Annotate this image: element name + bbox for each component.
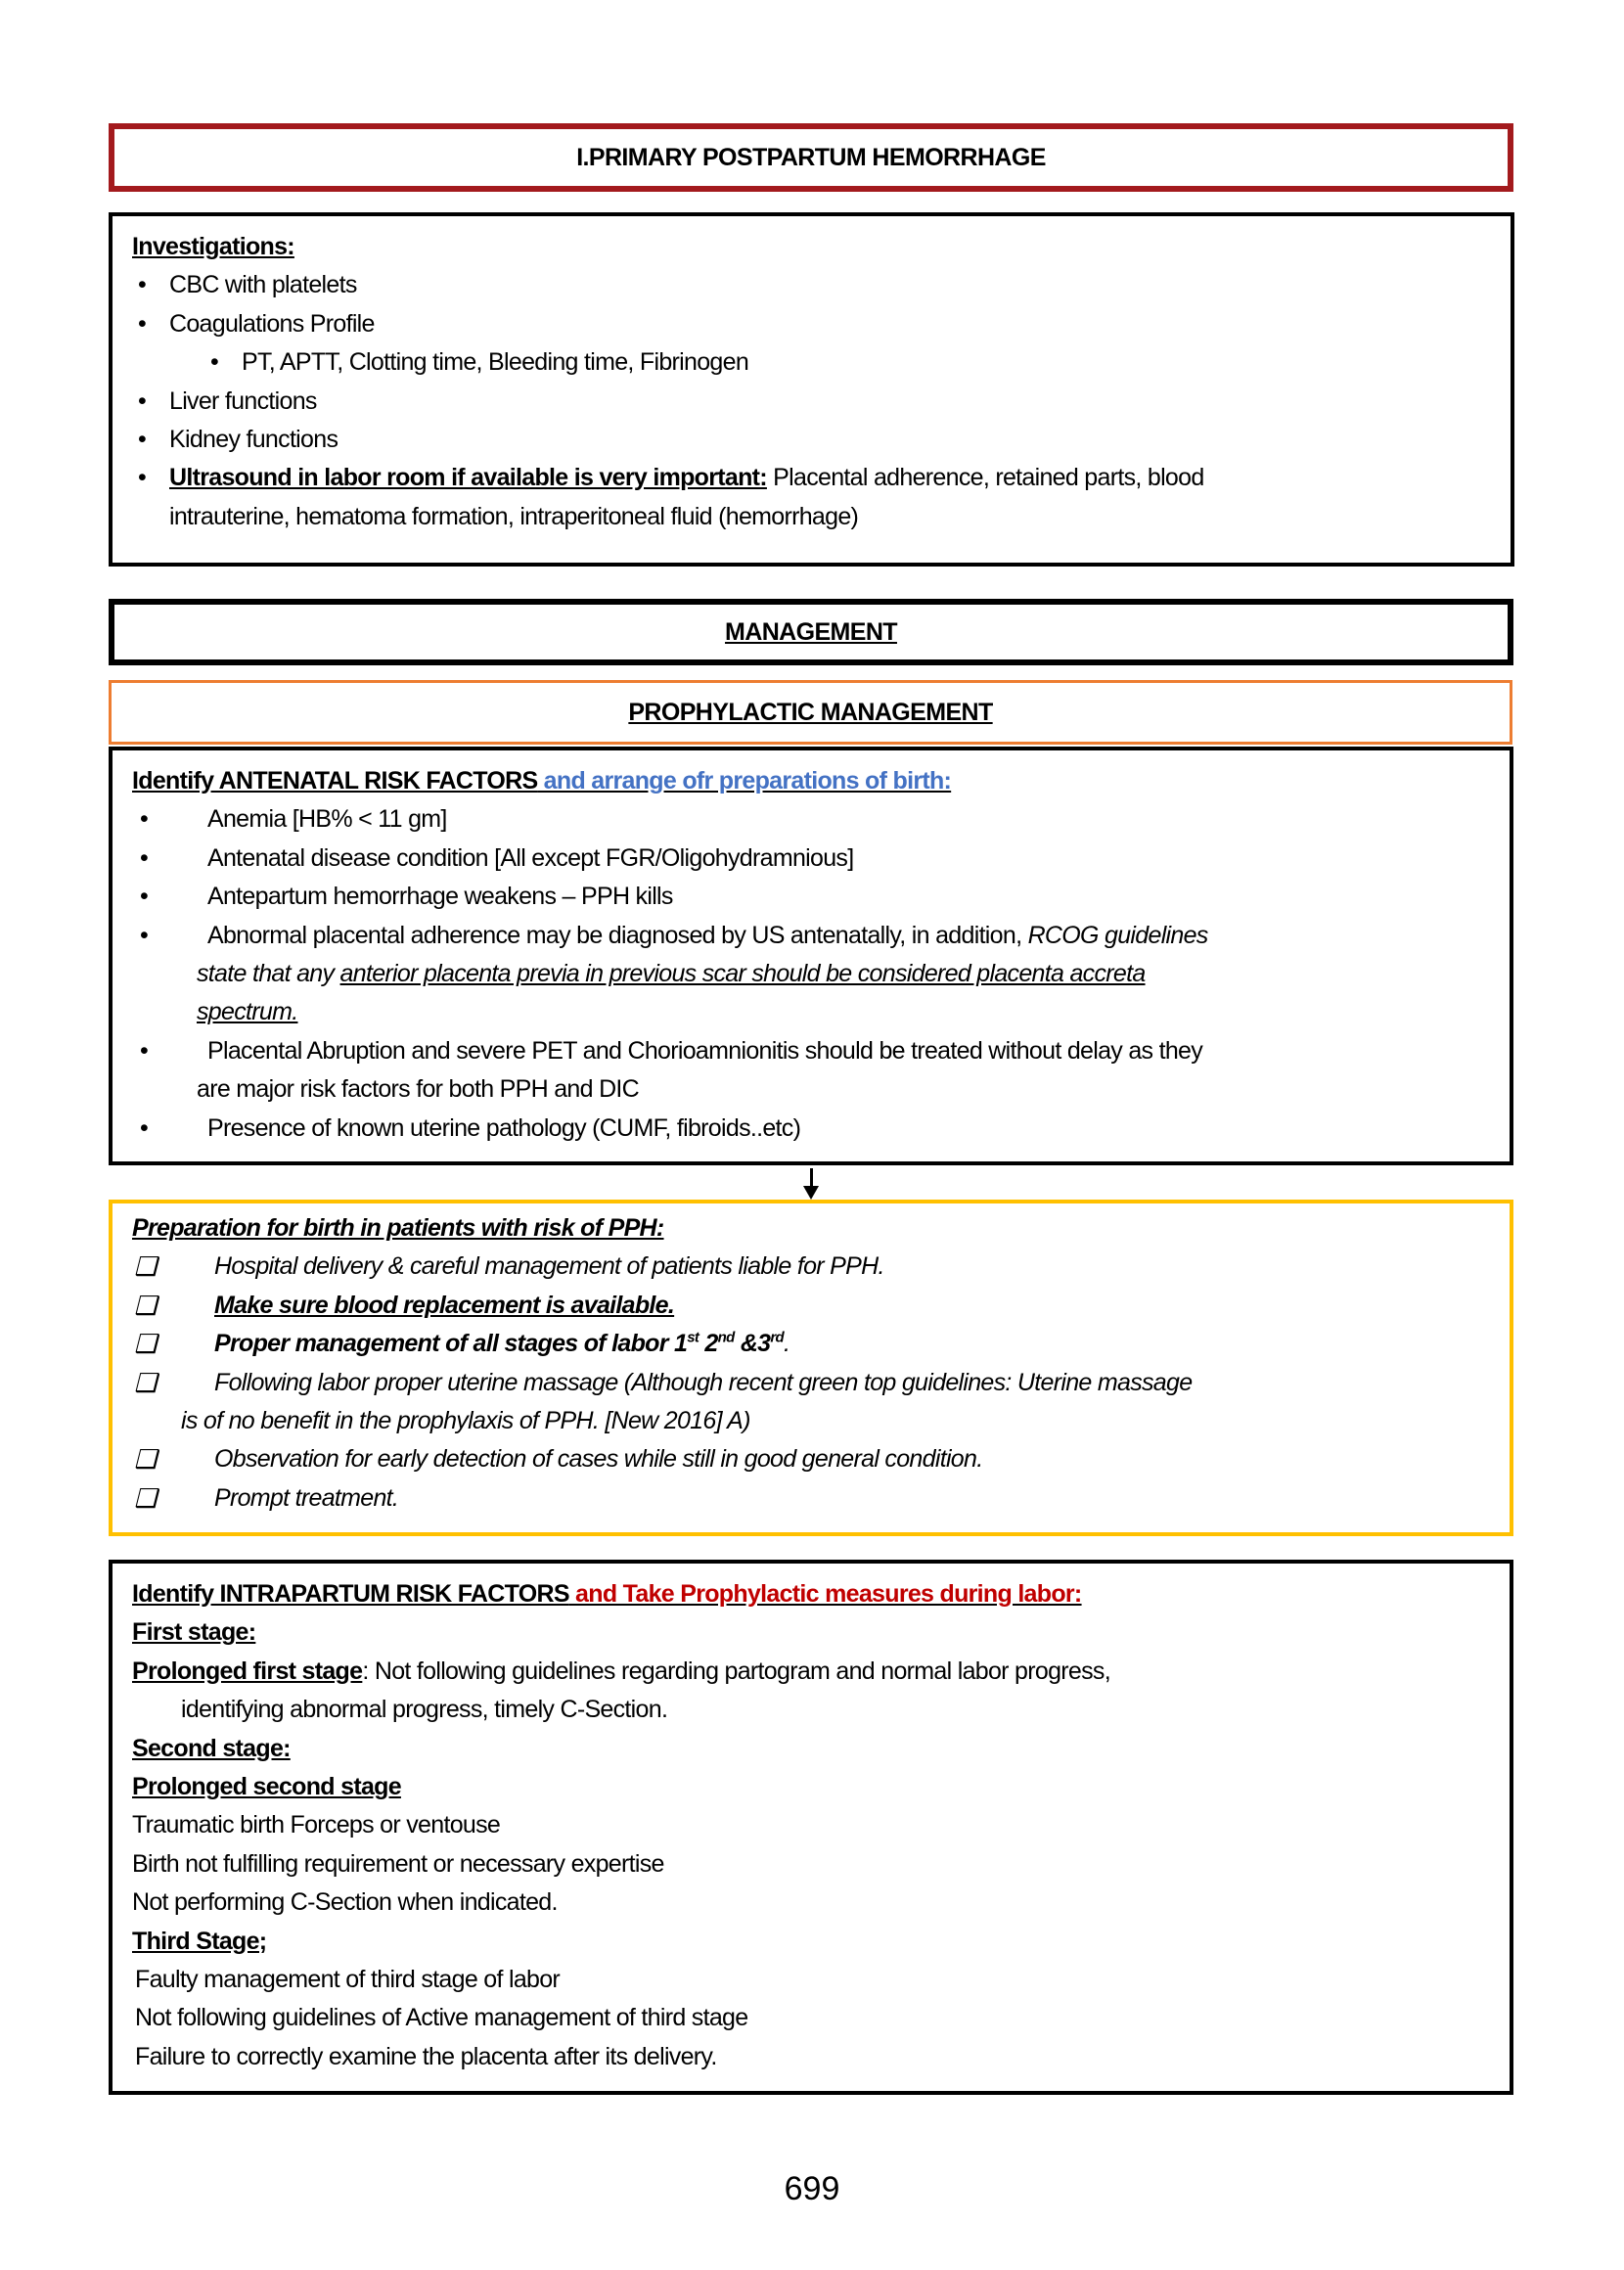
checkbox-icon: ❑ [134,1329,157,1359]
list-item-continuation: are major risk factors for both PPH and DIC [197,1075,640,1104]
prophylactic-heading: PROPHYLACTIC MANAGEMENT [628,698,993,726]
bullet-icon: • [140,843,149,872]
third-stage-label: Third Stage; [132,1927,267,1955]
bullet-icon: • [138,386,147,415]
third-stage-item: Not following guidelines of Active management of third stage [135,2004,748,2032]
checkbox-icon: ❑ [134,1367,157,1397]
checkbox-icon: ❑ [134,1290,157,1320]
bullet-icon: • [140,805,149,834]
third-stage-item: Faulty management of third stage of labor [135,1966,561,1994]
prolonged-first-stage: Prolonged first stage: Not following guidelines regarding partogram and normal labor progress, [132,1657,1110,1685]
checklist-item: ❑ Proper management of all stages of labor 1st 2nd &3rd. [132,1325,1490,1363]
checkbox-icon: ❑ [134,1482,157,1513]
checkbox-icon: ❑ [134,1251,157,1282]
bullet-icon: • [140,883,149,911]
second-stage-item: Not performing C-Section when indicated. [132,1888,558,1917]
prolonged-second-stage-label: Prolonged second stage [132,1773,401,1801]
list-item-nested: • PT, APTT, Clotting time, Bleeding time, Fibrinogen [132,343,1491,382]
investigations-heading: Investigations: [132,233,294,260]
antenatal-heading: Identify ANTENATAL RISK FACTORS and arrange ofr preparations of birth: [132,767,952,794]
third-stage-item: Failure to correctly examine the placenta after its delivery. [135,2042,717,2070]
list-item-placental: • Abnormal placental adherence may be diagnosed by US antenatally, in addition, RCOG guidelines [132,917,1490,955]
list-item: • Antenatal disease condition [All except FGR/Oligohydramnious] [132,840,1490,878]
list-item: • Anemia [HB% < 11 gm] [132,800,1490,839]
bullet-icon: • [210,348,219,377]
arrow-down-icon [803,1186,819,1200]
list-item: • Presence of known uterine pathology (CUMF, fibroids..etc) [132,1110,1490,1148]
list-item: • Kidney functions [132,421,1491,459]
preparation-heading: Preparation for birth in patients with risk of PPH: [132,1214,664,1242]
checklist-item: ❑ Observation for early detection of cases while still in good general condition. [132,1440,1490,1478]
section-title: I.PRIMARY POSTPARTUM HEMORRHAGE [576,143,1046,171]
investigations-box [109,212,1514,567]
bullet-icon: • [140,1113,149,1142]
prophylactic-header-box [109,680,1512,745]
management-header-box [109,599,1513,665]
bullet-icon: • [140,921,149,949]
checkbox-icon: ❑ [134,1444,157,1475]
intrapartum-heading: Identify INTRAPARTUM RISK FACTORS and Take Prophylactic measures during labor: [132,1580,1082,1608]
list-item-abruption: • Placental Abruption and severe PET and Chorioamnionitis should be treated without delay as they [132,1032,1490,1070]
checklist-item: ❑ Make sure blood replacement is available. [132,1287,1490,1325]
section-title-box [109,123,1513,192]
list-item: • Antepartum hemorrhage weakens – PPH kills [132,878,1490,916]
ultrasound-label: Ultrasound in labor room if available is very important: [169,464,767,492]
first-stage-label: First stage: [132,1618,256,1647]
page-number: 699 [784,2170,840,2207]
bullet-icon: • [140,1036,149,1065]
second-stage-label: Second stage: [132,1734,291,1762]
checklist-item: ❑ Following labor proper uterine massage (Although recent green top guidelines: Uterine massage [132,1364,1490,1402]
second-stage-item: Traumatic birth Forceps or ventouse [132,1811,501,1839]
list-item: • Liver functions [132,383,1491,421]
bullet-icon: • [138,271,147,299]
bullet-icon: • [138,309,147,338]
management-heading: MANAGEMENT [725,617,897,646]
second-stage-item: Birth not fulfilling requirement or necessary expertise [132,1849,664,1878]
checklist-item: ❑ Hospital delivery & careful management of patients liable for PPH. [132,1248,1490,1286]
checklist-item-continuation: is of no benefit in the prophylaxis of PPH. [New 2016] A) [181,1407,750,1435]
flow-arrow-line [810,1168,813,1188]
list-item-ultrasound: • Ultrasound in labor room if available is very important: Placental adherence, retained parts, blood [132,459,1491,497]
list-item: • CBC with platelets [132,266,1491,304]
prolonged-first-stage-continuation: identifying abnormal progress, timely C-Section. [181,1696,668,1724]
bullet-icon: • [138,464,147,492]
list-item-continuation: spectrum. [197,998,298,1026]
checklist-item: ❑ Prompt treatment. [132,1479,1490,1518]
list-item-continuation: state that any anterior placenta previa in previous scar should be considered placenta accreta [197,960,1146,988]
bullet-icon: • [138,426,147,454]
list-item: • Coagulations Profile [132,305,1491,343]
preparation-box [109,1200,1513,1536]
antenatal-risk-box [109,747,1513,1165]
list-item-continuation: intrauterine, hematoma formation, intraperitoneal fluid (hemorrhage) [169,502,859,530]
intrapartum-risk-box [109,1560,1513,2095]
